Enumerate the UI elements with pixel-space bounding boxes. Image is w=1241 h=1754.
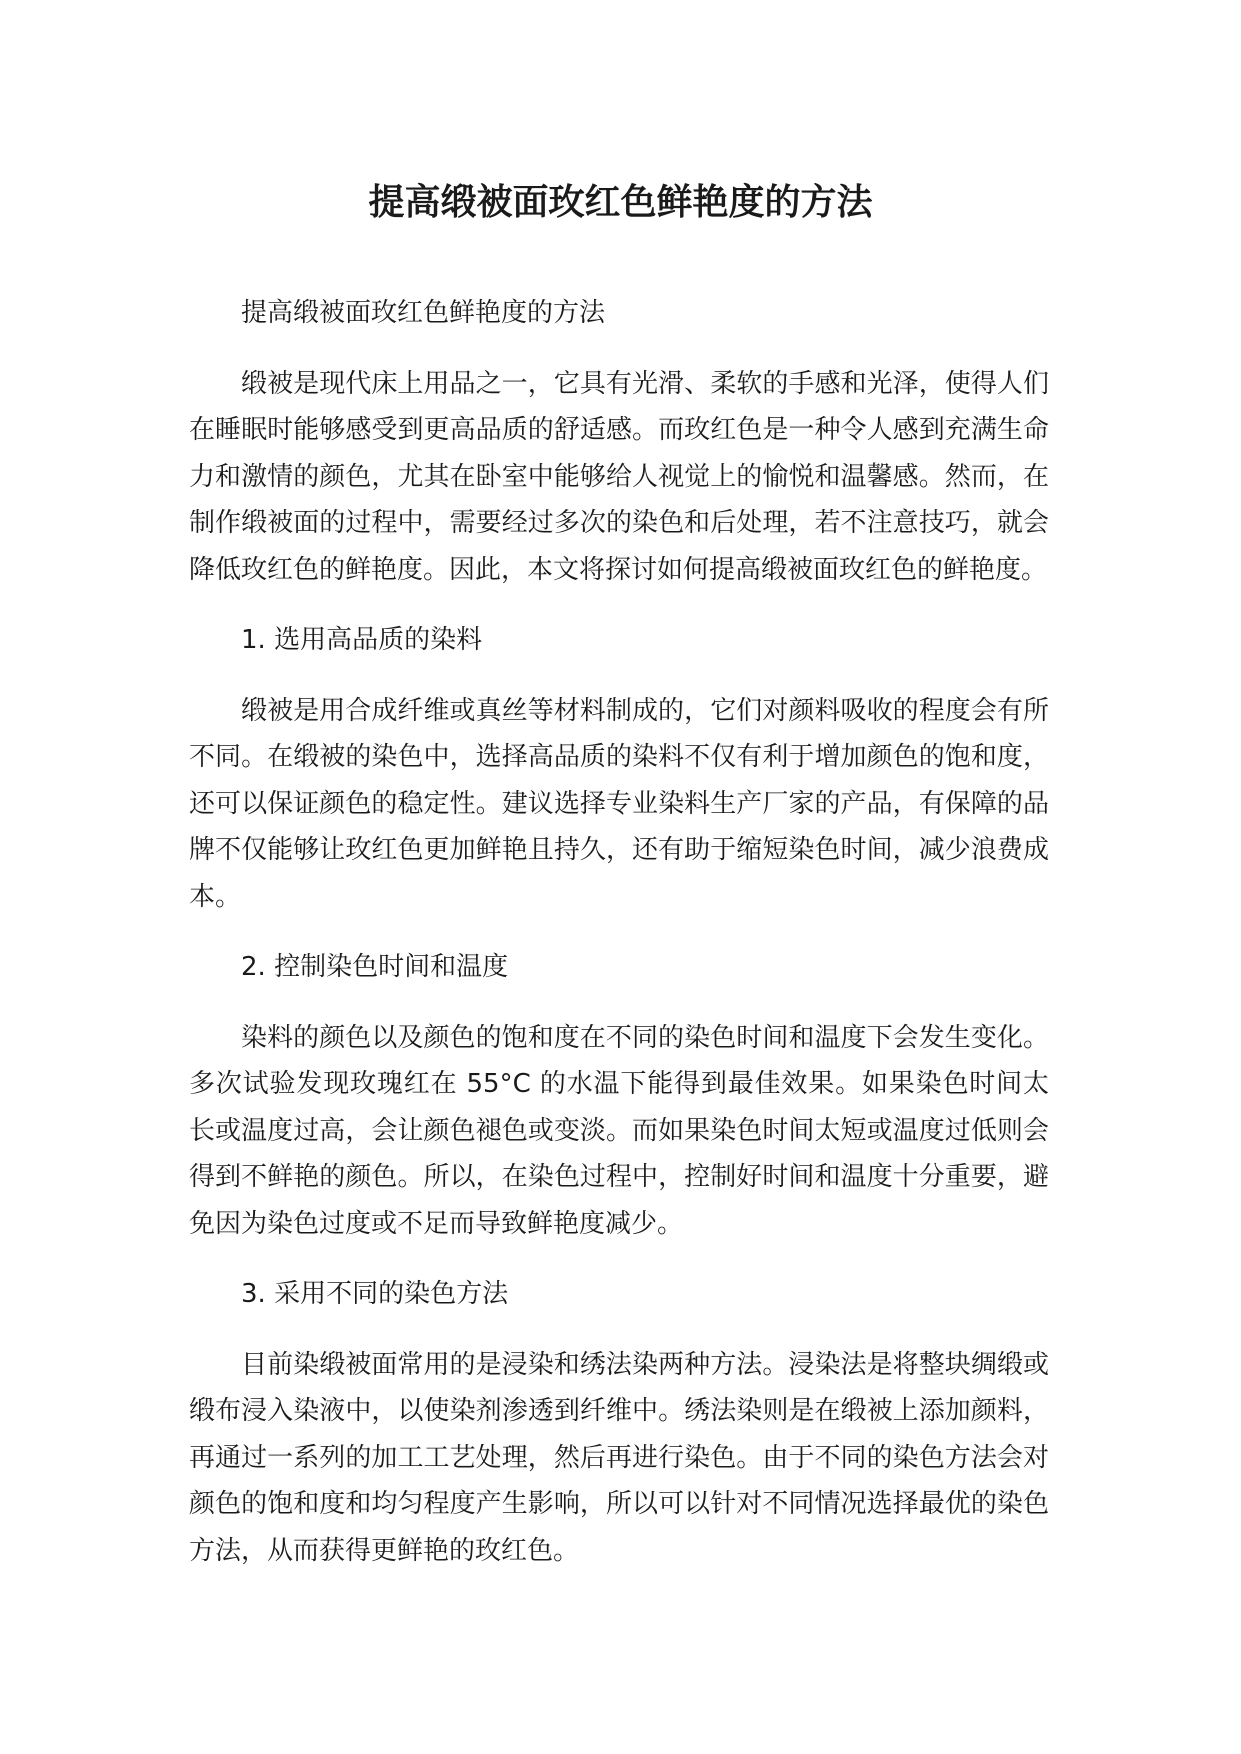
section-heading-3: 3. 采用不同的染色方法 <box>241 1279 509 1309</box>
section-heading-2: 2. 控制染色时间和温度 <box>241 952 509 982</box>
subtitle-paragraph: 提高缎被面玫红色鲜艳度的方法 <box>241 298 606 328</box>
section-paragraph-1: 缎被是用合成纤维或真丝等材料制成的，它们对颜料吸收的程度会有所不同。在缎被的染色中，选择高品质的染料不仅有利于增加颜色的饱和度，还可以保证颜色的稳定性。建议选择专业染料生产厂家的产品，有保障的品牌不仅能够让玫红色更加鲜艳且持久，还有助于缩短染色时间，减少浪费成本。 <box>189 695 1049 912</box>
document-body <box>189 290 1049 1574</box>
section-heading-1: 1. 选用高品质的染料 <box>241 625 483 655</box>
intro-paragraph: 缎被是现代床上用品之一，它具有光滑、柔软的手感和光泽，使得人们在睡眠时能够感受到更高品质的舒适感。而玫红色是一种令人感到充满生命力和激情的颜色，尤其在卧室中能够给人视觉上的愉悦和温馨感。然而，在制作缎被面的过程中，需要经过多次的染色和后处理，若不注意技巧，就会降低玫红色的鲜艳度。因此，本文将探讨如何提高缎被面玫红色的鲜艳度。 <box>189 368 1049 585</box>
section-paragraph-2: 染料的颜色以及颜色的饱和度在不同的染色时间和温度下会发生变化。多次试验发现玫瑰红在 55°C 的水温下能得到最佳效果。如果染色时间太长或温度过高，会让颜色褪色或变淡。而如果染色时间太短或温度过低则会得到不鲜艳的颜色。所以，在染色过程中，控制好时间和温度十分重要，避免因为染色过度或不足而导致鲜艳度减少。 <box>189 1022 1049 1239</box>
document-title: 提高缎被面玫红色鲜艳度的方法 <box>368 182 873 223</box>
section-paragraph-3: 目前染缎被面常用的是浸染和绣法染两种方法。浸染法是将整块绸缎或缎布浸入染液中，以使染剂渗透到纤维中。绣法染则是在缎被上添加颜料，再通过一系列的加工工艺处理，然后再进行染色。由于不同的染色方法会对颜色的饱和度和均匀程度产生影响，所以可以针对不同情况选择最优的染色方法，从而获得更鲜艳的玫红色。 <box>189 1349 1049 1566</box>
